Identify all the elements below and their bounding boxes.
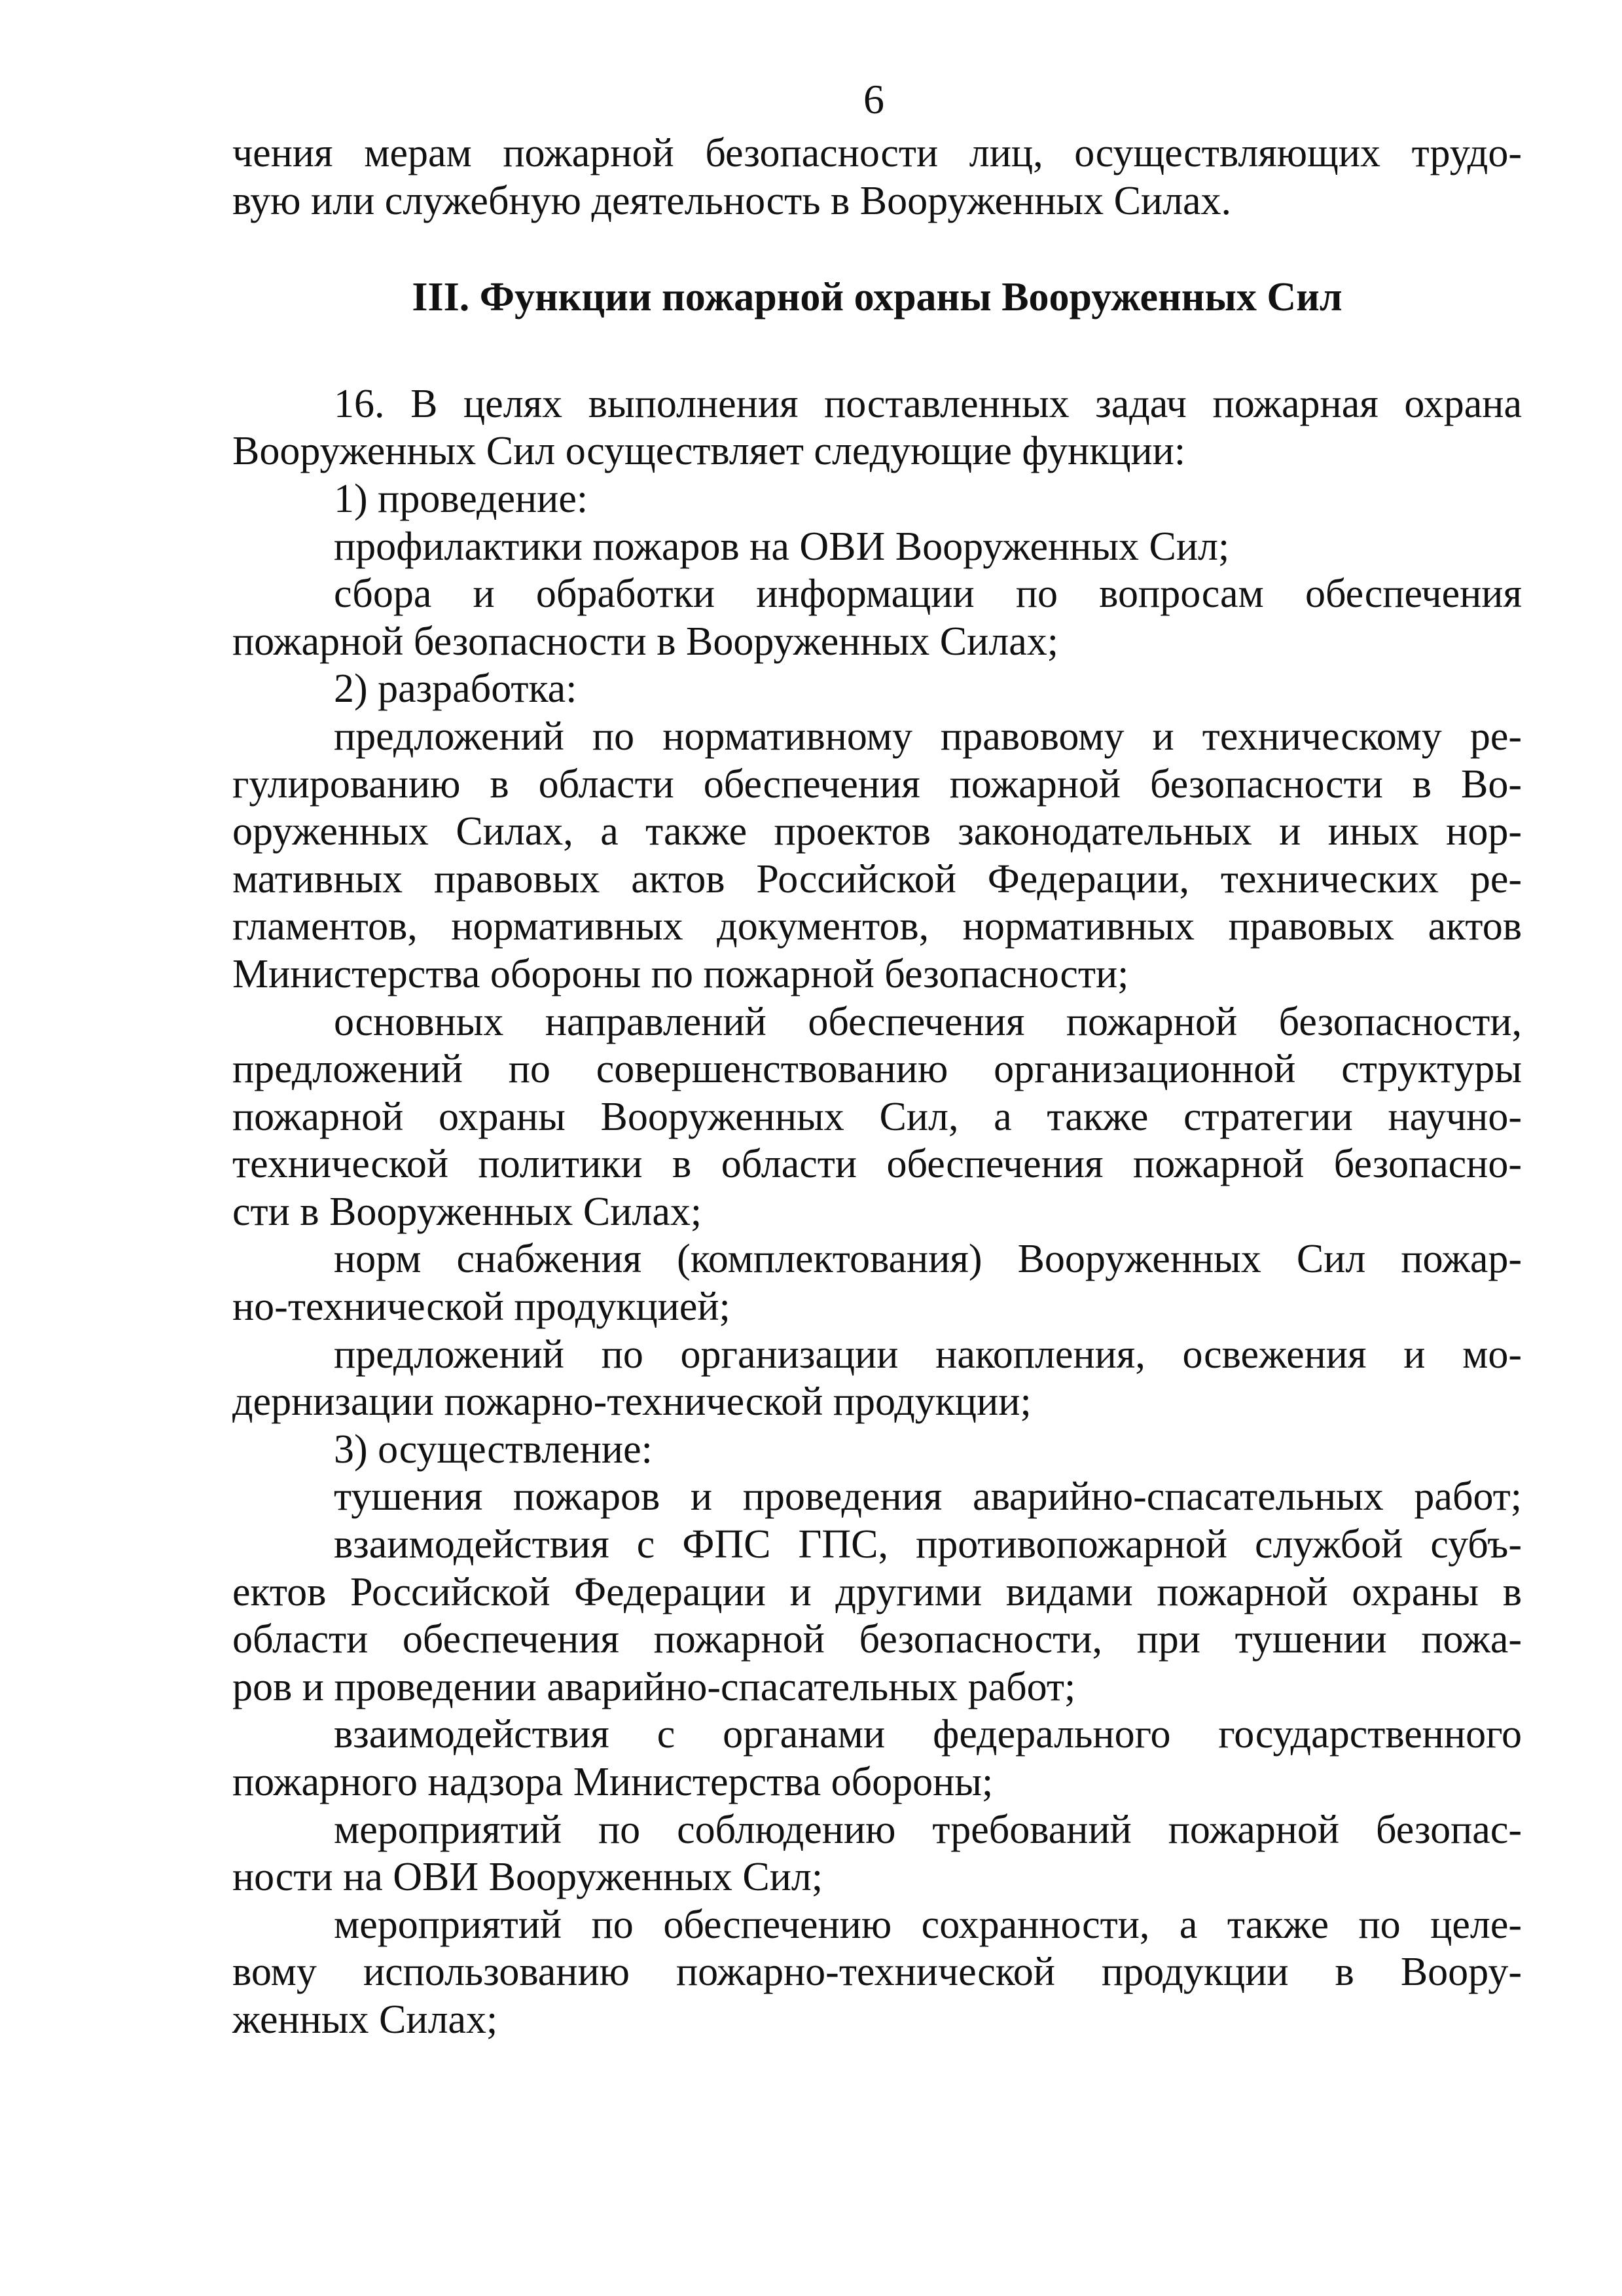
section-body [232, 380, 1522, 2044]
text-line: Вооруженных Сил осуществляет следующие функции: [232, 429, 1186, 474]
text-line: технической политики в области обеспечения пожарной безопасно- [232, 1142, 1522, 1187]
text-line: предложений по нормативному правовому и техническому ре- [334, 714, 1522, 759]
text-line: предложений по организации накопления, освежения и мо- [334, 1332, 1522, 1377]
text-line: вую или служебную деятельность в Вооруженных Силах. [232, 178, 1232, 223]
text-line: предложений по совершенствованию организационной структуры [232, 1047, 1522, 1092]
text-line: вому использованию пожарно-технической продукции в Воору- [232, 1950, 1522, 1995]
text-line: тушения пожаров и проведения аварийно-спасательных работ; [334, 1474, 1522, 1520]
text-line: гламентов, нормативных документов, нормативных правовых актов [232, 904, 1522, 949]
text-line: ности на ОВИ Вооруженных Сил; [232, 1855, 823, 1900]
text-line: мероприятий по обеспечению сохранности, а также по целе- [334, 1902, 1522, 1947]
text-line: оруженных Силах, а также проектов законодательных и иных нор- [232, 809, 1522, 854]
text-line: пожарной охраны Вооруженных Сил, а также стратегии научно- [232, 1094, 1522, 1139]
spacer [232, 225, 1522, 274]
text-line: 2) разработка: [334, 666, 577, 712]
text-line: взаимодействия с ФПС ГПС, противопожарной службой субъ- [334, 1522, 1522, 1567]
text-line: мероприятий по соблюдению требований пожарной безопас- [334, 1807, 1522, 1852]
text-line: ектов Российской Федерации и другими видами пожарной охраны в [232, 1569, 1522, 1614]
text-line: 16. В целях выполнения поставленных задач пожарная охрана [334, 381, 1522, 426]
text-line: сбора и обработки информации по вопросам обеспечения [334, 572, 1522, 617]
text-line: 3) осуществление: [334, 1427, 653, 1472]
text-line: основных направлений обеспечения пожарной безопасности, [334, 999, 1522, 1044]
text-line: ров и проведении аварийно-спасательных работ; [232, 1664, 1076, 1709]
text-line: пожарного надзора Министерства обороны; [232, 1760, 994, 1804]
text-line: сти в Вооруженных Силах; [232, 1189, 702, 1234]
text-line: области обеспечения пожарной безопасности, при тушении пожа- [232, 1617, 1522, 1662]
text-line: пожарной безопасности в Вооруженных Силах; [232, 619, 1058, 664]
text-line: норм снабжения (комплектования) Вооруженных Сил пожар- [334, 1237, 1522, 1282]
text-line: 1) проведение: [334, 476, 588, 521]
spacer [232, 321, 1522, 380]
text-line: мативных правовых актов Российской Федерации, технических ре- [232, 856, 1522, 902]
text-line: но-технической продукцией; [232, 1285, 730, 1330]
text-line: профилактики пожаров на ОВИ Вооруженных Сил; [334, 524, 1230, 569]
text-line: гулированию в области обеспечения пожарной безопасности в Во- [232, 761, 1522, 807]
section-heading: III. Функции пожарной охраны Вооруженных Сил [412, 275, 1343, 320]
text-line: чения мерам пожарной безопасности лиц, осуществляющих трудо- [232, 131, 1522, 175]
text-line: Министерства обороны по пожарной безопасности; [232, 951, 1129, 996]
continuation-paragraph [232, 130, 1522, 225]
text-line: дернизации пожарно-технической продукции; [232, 1379, 1032, 1425]
page-number: 6 [863, 76, 884, 122]
document-text [232, 130, 1522, 2044]
text-line: женных Силах; [232, 1997, 498, 2042]
text-line: взаимодействия с органами федерального государственного [334, 1712, 1522, 1757]
